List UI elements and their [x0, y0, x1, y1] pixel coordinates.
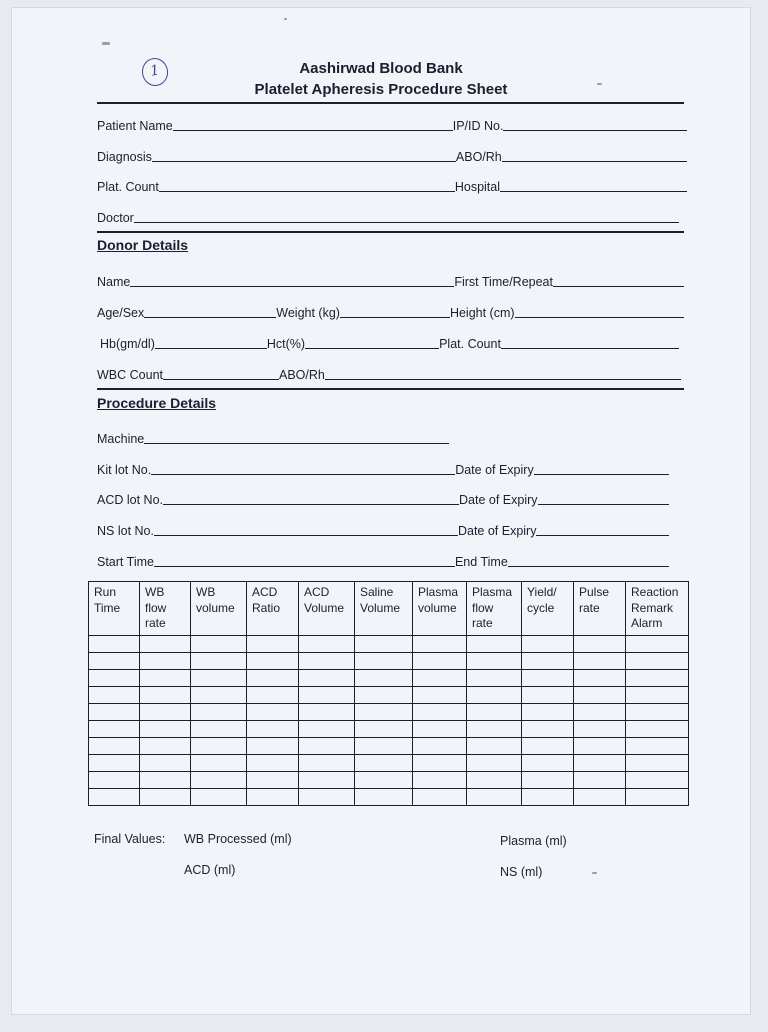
diagnosis-label: Diagnosis: [97, 150, 152, 164]
table-cell[interactable]: [467, 720, 522, 737]
table-cell[interactable]: [299, 737, 355, 754]
kit-expiry-label: Date of Expiry: [455, 463, 534, 477]
column-header-text: Reaction: [631, 585, 679, 599]
table-row: [89, 754, 689, 771]
table-cell[interactable]: [89, 669, 140, 686]
table-column-header: [522, 582, 574, 636]
column-header-text: Run: [94, 585, 117, 599]
org-name: Aashirwad Blood Bank: [299, 60, 463, 77]
final-acd-label: ACD (ml): [184, 863, 236, 877]
table-cell[interactable]: [247, 635, 299, 652]
table-cell[interactable]: [413, 635, 467, 652]
ip-id-label: IP/ID No.: [452, 119, 504, 133]
donor-plat-count-label: Plat. Count: [439, 337, 501, 351]
table-cell[interactable]: [626, 788, 689, 805]
table-cell[interactable]: [191, 720, 247, 737]
column-header-text: ACD: [304, 585, 330, 599]
age-sex-field[interactable]: [144, 303, 276, 318]
column-header-text: Plasma: [418, 585, 459, 599]
table-cell[interactable]: [89, 754, 140, 771]
column-header-text: Ratio: [252, 600, 281, 615]
donor-row-3: [100, 333, 679, 351]
table-cell[interactable]: [522, 788, 574, 805]
end-time-field[interactable]: [508, 552, 669, 567]
start-time-field[interactable]: [154, 552, 455, 567]
table-cell[interactable]: [522, 703, 574, 720]
table-row: [89, 686, 689, 703]
table-column-header: [574, 582, 626, 636]
table-cell[interactable]: [140, 635, 191, 652]
patient-name-field[interactable]: [173, 116, 453, 131]
donor-plat-count-field[interactable]: [501, 334, 679, 349]
table-cell[interactable]: [89, 635, 140, 652]
table-cell[interactable]: [626, 754, 689, 771]
table-row: [89, 720, 689, 737]
table-cell[interactable]: [299, 788, 355, 805]
table-cell[interactable]: [467, 652, 522, 669]
end-time-label: End Time: [454, 555, 508, 569]
table-cell[interactable]: [140, 754, 191, 771]
ns-expiry-field[interactable]: [536, 521, 669, 536]
table-cell[interactable]: [191, 635, 247, 652]
table-cell[interactable]: [247, 737, 299, 754]
ns-lot-label: NS lot No.: [97, 524, 154, 538]
table-cell[interactable]: [522, 669, 574, 686]
table-cell[interactable]: [140, 669, 191, 686]
donor-name-field[interactable]: [130, 272, 454, 287]
table-cell[interactable]: [247, 754, 299, 771]
table-cell[interactable]: [626, 686, 689, 703]
table-cell[interactable]: [355, 754, 413, 771]
table-body: [89, 635, 689, 805]
table-cell[interactable]: [89, 686, 140, 703]
final-plasma-label: Plasma (ml): [500, 834, 567, 848]
table-header-row: [89, 582, 689, 636]
patient-plat-count-field[interactable]: [159, 177, 455, 192]
table-cell[interactable]: [574, 737, 626, 754]
table-column-header: [299, 582, 355, 636]
wb-processed-label: WB Processed (ml): [184, 832, 292, 846]
table-cell[interactable]: [413, 703, 467, 720]
table-cell[interactable]: [140, 720, 191, 737]
table-cell[interactable]: [89, 737, 140, 754]
table-cell[interactable]: [191, 788, 247, 805]
column-header-text: volume: [196, 600, 235, 615]
hb-field[interactable]: [155, 334, 267, 349]
table-cell[interactable]: [355, 720, 413, 737]
table-row: [89, 788, 689, 805]
acd-lot-field[interactable]: [163, 490, 459, 505]
table-cell[interactable]: [467, 686, 522, 703]
weight-label: Weight (kg): [276, 306, 340, 320]
procedure-row-acd: [97, 489, 669, 507]
table-cell[interactable]: [191, 771, 247, 788]
table-cell[interactable]: [467, 788, 522, 805]
table-cell[interactable]: [299, 720, 355, 737]
procedure-row-ns: [97, 520, 669, 538]
column-header-text: flow: [472, 600, 494, 615]
table-cell[interactable]: [140, 686, 191, 703]
table-cell[interactable]: [191, 669, 247, 686]
table-cell[interactable]: [355, 737, 413, 754]
table-cell[interactable]: [574, 635, 626, 652]
start-time-label: Start Time: [97, 555, 154, 569]
donor-section-rule: [97, 388, 684, 390]
patient-row-2: [97, 146, 687, 164]
hospital-field[interactable]: [500, 177, 687, 192]
form-title: Platelet Apheresis Procedure Sheet: [254, 81, 508, 98]
column-header-text: Volume: [304, 600, 345, 615]
column-header-text: rate: [472, 616, 493, 630]
table-cell[interactable]: [299, 652, 355, 669]
table-cell[interactable]: [247, 720, 299, 737]
table-cell[interactable]: [247, 771, 299, 788]
form-sheet: [12, 8, 750, 1014]
table-cell[interactable]: [140, 737, 191, 754]
column-header-text: volume: [418, 600, 457, 615]
column-header-text: flow: [145, 600, 167, 615]
kit-lot-label: Kit lot No.: [97, 463, 152, 477]
machine-field[interactable]: [144, 429, 449, 444]
hb-label: Hb(gm/dl): [100, 337, 155, 351]
table-cell[interactable]: [299, 686, 355, 703]
donor-row-2: [97, 302, 684, 320]
acd-lot-label: ACD lot No.: [97, 493, 163, 507]
donor-abo-rh-field[interactable]: [325, 365, 681, 380]
donor-details-heading: Donor Details: [97, 237, 189, 253]
patient-row-1: [97, 115, 687, 133]
table-cell[interactable]: [191, 652, 247, 669]
table-row: [89, 703, 689, 720]
column-header-text: Saline: [360, 585, 394, 599]
table-cell[interactable]: [413, 720, 467, 737]
table-cell[interactable]: [247, 669, 299, 686]
table-cell[interactable]: [89, 771, 140, 788]
table-column-header: [413, 582, 467, 636]
table-cell[interactable]: [299, 771, 355, 788]
table-cell[interactable]: [413, 737, 467, 754]
table-cell[interactable]: [467, 703, 522, 720]
procedure-row-machine: [97, 428, 449, 446]
table-cell[interactable]: [626, 703, 689, 720]
column-header-text: ACD: [252, 585, 278, 599]
machine-label: Machine: [97, 432, 145, 446]
page-number-mark: 1: [140, 56, 170, 88]
final-values-label: Final Values:: [94, 832, 166, 846]
column-header-text: Yield/: [527, 585, 557, 599]
table-cell[interactable]: [467, 669, 522, 686]
procedure-log-table: [88, 581, 689, 806]
donor-row-4: [97, 364, 681, 382]
table-cell[interactable]: [247, 686, 299, 703]
acd-expiry-field[interactable]: [538, 490, 669, 505]
table-column-header: [355, 582, 413, 636]
table-column-header: [626, 582, 689, 636]
table-cell[interactable]: [522, 754, 574, 771]
donor-abo-rh-label: ABO/Rh: [279, 368, 325, 382]
wbc-count-label: WBC Count: [97, 368, 163, 382]
scan-speck: [284, 18, 287, 20]
hospital-label: Hospital: [454, 180, 501, 194]
table-cell[interactable]: [467, 771, 522, 788]
donor-row-1: [97, 271, 684, 289]
table-cell[interactable]: [522, 635, 574, 652]
table-column-header: [467, 582, 522, 636]
table-cell[interactable]: [467, 737, 522, 754]
table-cell[interactable]: [247, 652, 299, 669]
donor-name-label: Name: [97, 275, 131, 289]
table-cell[interactable]: [355, 788, 413, 805]
table-cell[interactable]: [522, 686, 574, 703]
height-field[interactable]: [515, 303, 684, 318]
scan-speck: [102, 42, 110, 45]
column-header-text: rate: [145, 616, 166, 630]
table-column-header: [247, 582, 299, 636]
hct-label: Hct(%): [266, 337, 306, 351]
table-cell[interactable]: [574, 703, 626, 720]
table-cell[interactable]: [247, 703, 299, 720]
column-header-text: WB: [196, 585, 216, 599]
column-header-text: Pulse: [579, 585, 610, 599]
hct-field[interactable]: [305, 334, 439, 349]
table-cell[interactable]: [355, 635, 413, 652]
table-cell[interactable]: [467, 754, 522, 771]
procedure-row-time: [97, 551, 669, 569]
first-time-repeat-label: First Time/Repeat: [454, 275, 553, 289]
table-cell[interactable]: [467, 635, 522, 652]
patient-abo-rh-field[interactable]: [502, 147, 687, 162]
doctor-label: Doctor: [97, 211, 134, 225]
column-header-text: Time: [94, 600, 121, 615]
table-cell[interactable]: [355, 703, 413, 720]
table-cell[interactable]: [89, 703, 140, 720]
procedure-details-heading: Procedure Details: [97, 395, 217, 411]
table-row: [89, 669, 689, 686]
doctor-field[interactable]: [134, 208, 679, 223]
table-cell[interactable]: [247, 788, 299, 805]
table-cell[interactable]: [89, 788, 140, 805]
ip-id-field[interactable]: [503, 116, 687, 131]
table-cell[interactable]: [140, 703, 191, 720]
table-cell[interactable]: [413, 686, 467, 703]
table-cell[interactable]: [626, 737, 689, 754]
table-cell[interactable]: [626, 669, 689, 686]
table-cell[interactable]: [355, 686, 413, 703]
ns-expiry-label: Date of Expiry: [457, 524, 537, 538]
column-header-text: rate: [579, 600, 600, 615]
table-cell[interactable]: [355, 652, 413, 669]
table-cell[interactable]: [574, 652, 626, 669]
table-cell[interactable]: [140, 788, 191, 805]
column-header-text: Remark: [631, 600, 674, 615]
scan-speck: [592, 872, 597, 874]
table-cell[interactable]: [299, 754, 355, 771]
table-cell[interactable]: [89, 652, 140, 669]
table-cell[interactable]: [626, 771, 689, 788]
table-row: [89, 737, 689, 754]
table-cell[interactable]: [522, 720, 574, 737]
table-cell[interactable]: [89, 720, 140, 737]
column-header-text: WB: [145, 585, 165, 599]
kit-expiry-field[interactable]: [534, 460, 669, 475]
table-cell[interactable]: [299, 635, 355, 652]
table-column-header: [191, 582, 247, 636]
column-header-text: Volume: [360, 600, 401, 615]
table-cell[interactable]: [574, 686, 626, 703]
table-row: [89, 652, 689, 669]
table-cell[interactable]: [413, 652, 467, 669]
table-cell[interactable]: [355, 771, 413, 788]
table-cell[interactable]: [413, 771, 467, 788]
table-cell[interactable]: [299, 703, 355, 720]
table-cell[interactable]: [355, 669, 413, 686]
table-cell[interactable]: [522, 737, 574, 754]
first-time-repeat-field[interactable]: [553, 272, 684, 287]
table-cell[interactable]: [574, 669, 626, 686]
patient-name-label: Patient Name: [97, 119, 173, 133]
weight-field[interactable]: [340, 303, 450, 318]
table-cell[interactable]: [626, 635, 689, 652]
age-sex-label: Age/Sex: [97, 306, 145, 320]
patient-plat-count-label: Plat. Count: [97, 180, 159, 194]
table-cell[interactable]: [626, 720, 689, 737]
patient-section-rule: [97, 231, 684, 233]
patient-row-3: [97, 176, 687, 194]
table-column-header: [140, 582, 191, 636]
table-cell[interactable]: [413, 669, 467, 686]
table-cell[interactable]: [191, 686, 247, 703]
header-rule: [97, 102, 684, 104]
table-cell[interactable]: [191, 754, 247, 771]
ns-lot-field[interactable]: [154, 521, 458, 536]
diagnosis-field[interactable]: [152, 147, 456, 162]
table-cell[interactable]: [626, 652, 689, 669]
column-header-text: cycle: [527, 600, 555, 615]
table-cell[interactable]: [574, 788, 626, 805]
table-cell[interactable]: [299, 669, 355, 686]
final-ns-label: NS (ml): [500, 865, 543, 879]
table-cell[interactable]: [413, 754, 467, 771]
table-cell[interactable]: [574, 771, 626, 788]
table-column-header: [89, 582, 140, 636]
table-cell[interactable]: [522, 771, 574, 788]
column-header-text: Alarm: [631, 616, 663, 630]
patient-abo-rh-label: ABO/Rh: [455, 150, 502, 164]
wbc-count-field[interactable]: [163, 365, 279, 380]
table-cell[interactable]: [574, 754, 626, 771]
table-cell[interactable]: [574, 720, 626, 737]
column-header-text: Plasma: [472, 585, 513, 599]
table-cell[interactable]: [413, 788, 467, 805]
procedure-row-kit: [97, 459, 669, 477]
table-row: [89, 635, 689, 652]
acd-expiry-label: Date of Expiry: [459, 493, 538, 507]
patient-row-4: [97, 207, 679, 225]
height-label: Height (cm): [449, 306, 515, 320]
table-row: [89, 771, 689, 788]
table-cell[interactable]: [140, 771, 191, 788]
scan-speck: [597, 83, 602, 85]
kit-lot-field[interactable]: [151, 460, 455, 475]
table-cell[interactable]: [140, 652, 191, 669]
table-cell[interactable]: [522, 652, 574, 669]
table-cell[interactable]: [191, 703, 247, 720]
table-cell[interactable]: [191, 737, 247, 754]
